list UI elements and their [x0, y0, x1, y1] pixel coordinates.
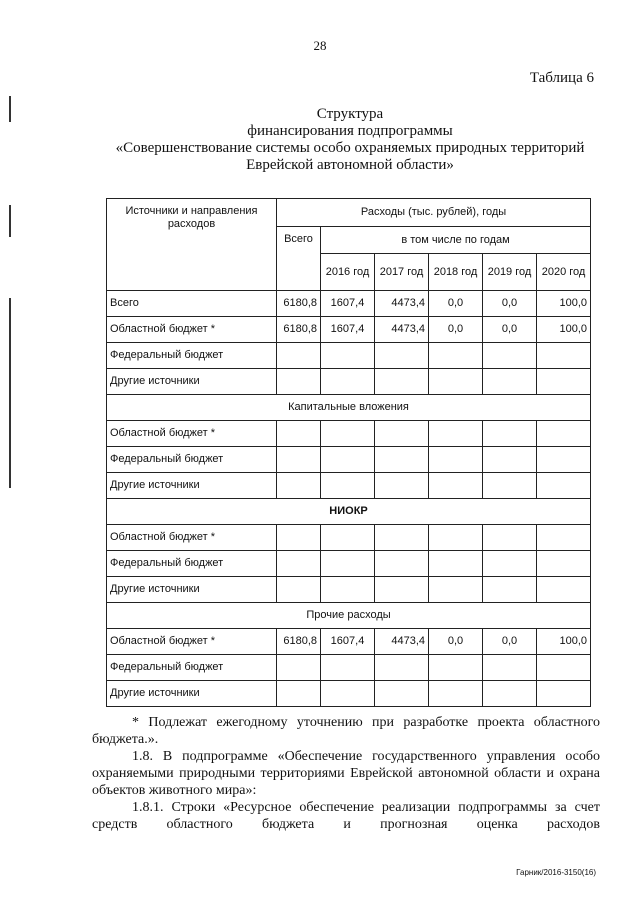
table-row	[107, 291, 591, 317]
value-cell	[537, 577, 591, 603]
value-cell	[537, 473, 591, 499]
value-cell	[277, 421, 321, 447]
value-cell	[277, 343, 321, 369]
section-title: Капитальные вложения	[107, 395, 591, 421]
value-cell	[375, 421, 429, 447]
table-row	[107, 447, 591, 473]
value-cell	[537, 551, 591, 577]
value-cell	[321, 551, 375, 577]
value-cell	[483, 343, 537, 369]
value-cell	[429, 655, 483, 681]
section-row	[107, 603, 591, 629]
value-cell	[429, 421, 483, 447]
section-row	[107, 499, 591, 525]
value-cell	[483, 655, 537, 681]
value-cell: 6180,8	[277, 291, 321, 317]
value-cell: 100,0	[537, 317, 591, 343]
value-cell	[429, 473, 483, 499]
header-expenses: Расходы (тыс. рублей), годы	[277, 199, 591, 227]
value-cell	[537, 447, 591, 473]
value-cell	[321, 525, 375, 551]
value-cell	[537, 343, 591, 369]
value-cell	[277, 369, 321, 395]
value-cell	[277, 525, 321, 551]
row-label: Другие источники	[107, 577, 277, 603]
header-year-2018: 2018 год	[429, 254, 483, 291]
value-cell: 100,0	[537, 291, 591, 317]
row-label: Областной бюджет *	[107, 421, 277, 447]
header-total: Всего	[277, 227, 321, 291]
value-cell	[375, 681, 429, 707]
value-cell	[375, 551, 429, 577]
title-line: Еврейской автономной области»	[246, 157, 454, 173]
table-title	[60, 106, 640, 174]
value-cell	[321, 421, 375, 447]
row-label: Областной бюджет *	[107, 317, 277, 343]
row-label: Федеральный бюджет	[107, 551, 277, 577]
value-cell	[537, 525, 591, 551]
value-cell	[483, 369, 537, 395]
value-cell: 1607,4	[321, 629, 375, 655]
value-cell	[483, 525, 537, 551]
value-cell: 4473,4	[375, 291, 429, 317]
paragraph-1-8-1: 1.8.1. Строки «Ресурсное обеспечение реализации подпрограммы за счет средств областного бюджета и прогнозная оценка расходов	[92, 800, 600, 832]
value-cell	[537, 681, 591, 707]
value-cell	[277, 447, 321, 473]
value-cell	[375, 343, 429, 369]
table-row	[107, 551, 591, 577]
value-cell	[537, 369, 591, 395]
title-line: финансирования подпрограммы	[247, 123, 453, 139]
value-cell	[483, 551, 537, 577]
table-label: Таблица 6	[529, 70, 594, 86]
margin-mark	[9, 298, 11, 488]
row-label: Федеральный бюджет	[107, 343, 277, 369]
row-label: Федеральный бюджет	[107, 655, 277, 681]
value-cell	[321, 369, 375, 395]
value-cell: 100,0	[537, 629, 591, 655]
value-cell	[429, 577, 483, 603]
value-cell	[277, 655, 321, 681]
value-cell	[483, 473, 537, 499]
value-cell	[375, 369, 429, 395]
value-cell: 0,0	[483, 317, 537, 343]
value-cell	[483, 681, 537, 707]
table-row	[107, 655, 591, 681]
value-cell: 6180,8	[277, 629, 321, 655]
financing-table	[106, 198, 591, 707]
value-cell: 0,0	[429, 317, 483, 343]
row-label: Другие источники	[107, 473, 277, 499]
table-row	[107, 629, 591, 655]
title-line: «Совершенствование системы особо охраняемых природных территорий	[115, 140, 585, 156]
header-year-2017: 2017 год	[375, 254, 429, 291]
value-cell: 4473,4	[375, 317, 429, 343]
value-cell	[277, 551, 321, 577]
value-cell	[375, 655, 429, 681]
value-cell	[429, 447, 483, 473]
table-row	[107, 681, 591, 707]
value-cell	[321, 681, 375, 707]
header-year-2016: 2016 год	[321, 254, 375, 291]
value-cell: 0,0	[483, 291, 537, 317]
title-line: Структура	[316, 106, 384, 122]
table-row	[107, 369, 591, 395]
value-cell: 1607,4	[321, 317, 375, 343]
table-row	[107, 421, 591, 447]
header-incl-years: в том числе по годам	[321, 227, 591, 254]
paragraph-1-8: 1.8. В подпрограмме «Обеспечение государственного управления особо охраняемыми природными территориями Еврейской автономной области и охрана объектов животного мира»:	[92, 749, 600, 798]
value-cell	[537, 655, 591, 681]
value-cell	[429, 525, 483, 551]
row-label: Всего	[107, 291, 277, 317]
value-cell	[321, 577, 375, 603]
footnote: * Подлежат ежегодному уточнению при разработке проекта областного бюджета.».	[92, 715, 600, 747]
value-cell	[429, 681, 483, 707]
section-row	[107, 395, 591, 421]
value-cell	[321, 447, 375, 473]
table-row	[107, 317, 591, 343]
value-cell	[483, 421, 537, 447]
page-number: 28	[313, 38, 327, 53]
value-cell	[429, 551, 483, 577]
value-cell	[537, 421, 591, 447]
footer-code: Гарник/2016-3150(16)	[516, 868, 596, 877]
table-row	[107, 577, 591, 603]
value-cell	[321, 655, 375, 681]
value-cell	[277, 577, 321, 603]
table-row	[107, 343, 591, 369]
row-label: Областной бюджет *	[107, 525, 277, 551]
header-source-col: Источники и направления расходов	[107, 199, 277, 291]
value-cell	[321, 343, 375, 369]
value-cell	[277, 681, 321, 707]
value-cell	[429, 343, 483, 369]
value-cell	[483, 577, 537, 603]
value-cell: 0,0	[483, 629, 537, 655]
row-label: Другие источники	[107, 681, 277, 707]
value-cell: 6180,8	[277, 317, 321, 343]
section-title: Прочие расходы	[107, 603, 591, 629]
row-label: Другие источники	[107, 369, 277, 395]
value-cell	[375, 447, 429, 473]
table-row	[107, 473, 591, 499]
value-cell	[429, 369, 483, 395]
value-cell	[375, 577, 429, 603]
section-title: НИОКР	[107, 499, 591, 525]
value-cell: 1607,4	[321, 291, 375, 317]
value-cell	[321, 473, 375, 499]
row-label: Областной бюджет *	[107, 629, 277, 655]
value-cell: 0,0	[429, 291, 483, 317]
table-row	[107, 525, 591, 551]
value-cell: 4473,4	[375, 629, 429, 655]
value-cell	[375, 525, 429, 551]
header-year-2020: 2020 год	[537, 254, 591, 291]
row-label: Федеральный бюджет	[107, 447, 277, 473]
header-year-2019: 2019 год	[483, 254, 537, 291]
value-cell	[375, 473, 429, 499]
value-cell	[277, 473, 321, 499]
margin-mark	[9, 205, 11, 237]
value-cell: 0,0	[429, 629, 483, 655]
margin-mark	[9, 96, 11, 122]
value-cell	[483, 447, 537, 473]
